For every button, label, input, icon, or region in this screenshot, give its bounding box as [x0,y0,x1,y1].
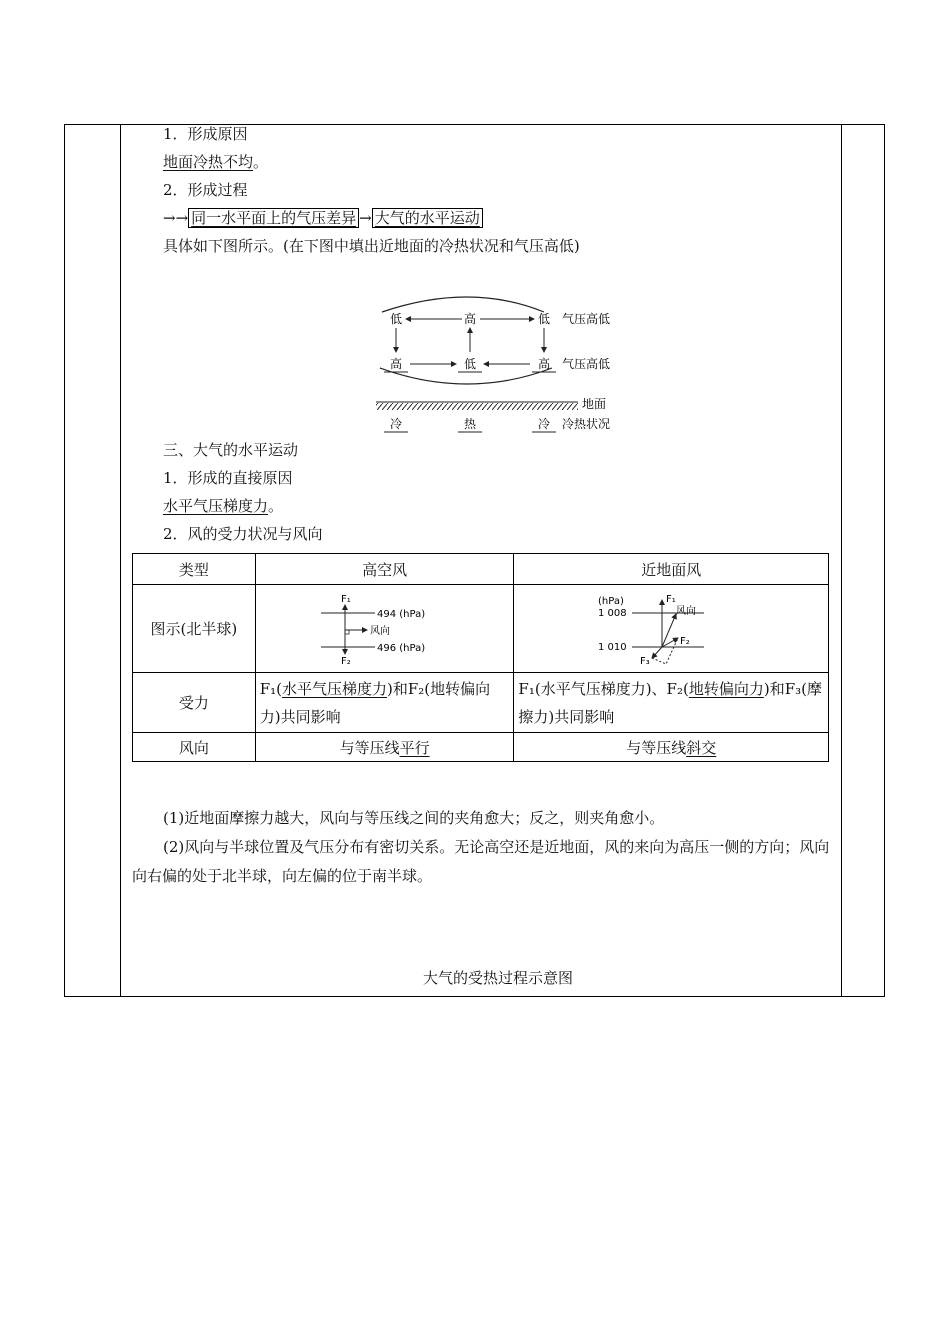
surface-isobar-bottom-label: 1 010 [598,641,627,653]
section3-title: 三、大气的水平运动 [163,441,299,459]
surface-unit: (hPa) [598,595,625,607]
table-row-force [133,673,829,733]
ground-hatch [376,403,578,410]
cause-heading: 1．形成原因 [163,125,248,143]
table-row-direction [133,733,829,762]
ground-label: 地面 [582,397,607,411]
surface-f1-label: F₁ [666,593,676,605]
process-arrows: →→ [163,209,189,227]
thermal-center: 热 [463,417,477,431]
direct-cause-suffix: 。 [268,497,284,515]
surface-direction-underlined: 斜交 [686,738,717,757]
upper-force-underlined: 水平气压梯度力 [282,679,388,698]
upper-f1-label: F₁ [340,593,351,605]
surface-isobar-top-label: 1 008 [598,607,627,619]
upper-direction-pre: 与等压线 [339,738,400,757]
note-2: (2)风向与半球位置及气压分布有密切关系。无论高空还是近地面，风的来向为高压一侧的方向；风向向右偏的处于北半球，向左偏的位于南半球。 [132,838,830,885]
process-box-2: 大气的水平运动 [372,208,483,228]
wind-table [132,553,829,762]
surface-f3-label: F₃ [640,655,650,666]
header-upper-wind: 高空风 [255,554,514,585]
upper-direction-underlined: 平行 [399,738,430,757]
upper-isobar-top-label: 494 (hPa) [376,608,425,620]
force-parallelogram [652,638,678,664]
surface-wind-diagram-cell [514,585,829,673]
cause-answer-line [163,152,268,172]
upper-wind-diagram [315,592,455,666]
lower-pressure-center: 低 [463,357,477,371]
figure-caption: 大气的受热过程示意图 [422,969,573,987]
header-surface-wind: 近地面风 [514,554,829,585]
thermal-right: 冷 [537,417,551,431]
force-heading: 2．风的受力状况与风向 [163,525,323,543]
upper-wind-diagram-cell [255,585,514,673]
surface-direction-cell [514,733,829,762]
header-type: 类型 [133,554,256,585]
upper-direction-cell [255,733,514,762]
right-column-divider [841,124,842,997]
surface-force-pre: F₁(水平气压梯度力)、F₂( [518,679,689,698]
upper-pressure-right: 低 [537,312,551,326]
thermal-left: 冷 [389,417,403,431]
surface-wind-label: 风向 [676,605,697,617]
upper-pressure-center: 高 [463,312,477,326]
lower-pressure-label: 气压高低 [562,357,611,371]
cause-answer: 地面冷热不均 [163,153,254,171]
surface-f2-label: F₂ [680,635,690,647]
upper-force-pre: F₁( [259,679,283,698]
upper-arc [382,297,544,312]
upper-f2-label: F₂ [340,655,351,666]
surface-f3-arrow [652,647,662,658]
right-angle-mark [345,630,349,634]
surface-force-cell [514,673,829,733]
row-diagram-label: 图示(北半球) [133,585,256,673]
thermal-label: 冷热状况 [562,417,611,431]
surface-force-post: )和F₃(摩擦力)共同影响 [518,679,822,726]
process-heading: 2．形成过程 [163,181,248,199]
process-box-1: 同一水平面上的气压差异 [188,208,359,228]
left-column-divider [120,124,121,997]
lower-pressure-left: 高 [389,357,403,371]
table-header-row [133,554,829,585]
upper-force-cell [255,673,514,733]
upper-pressure-label: 气压高低 [562,312,611,326]
surface-wind-diagram [596,592,746,666]
process-arrow-mid: → [359,209,372,227]
upper-isobar-bottom-label: 496 (hPa) [376,642,425,654]
upper-force-mid: )和F₂(地转偏向力)共同影响 [259,679,491,726]
surface-direction-pre: 与等压线 [626,738,687,757]
table-row-diagram [133,585,829,673]
process-flow [163,208,483,228]
direct-cause-line [163,496,283,516]
process-instruction: 具体如下图所示。(在下图中填出近地面的冷热状况和气压高低) [163,237,580,255]
note-1: (1)近地面摩擦力越大，风向与等压线之间的夹角愈大；反之，则夹角愈小。 [163,809,665,827]
thermal-circulation-diagram [372,290,632,435]
row-direction-label: 风向 [133,733,256,762]
cause-suffix: 。 [253,153,269,171]
upper-wind-label: 风向 [369,625,390,637]
surface-force-underlined: 地转偏向力 [688,679,764,698]
surface-wind-arrow [662,614,676,647]
upper-pressure-left: 低 [389,312,403,326]
lower-pressure-right: 高 [537,357,551,371]
row-force-label: 受力 [133,673,256,733]
direct-cause-answer: 水平气压梯度力 [163,497,269,515]
direct-cause-heading: 1．形成的直接原因 [163,469,293,487]
